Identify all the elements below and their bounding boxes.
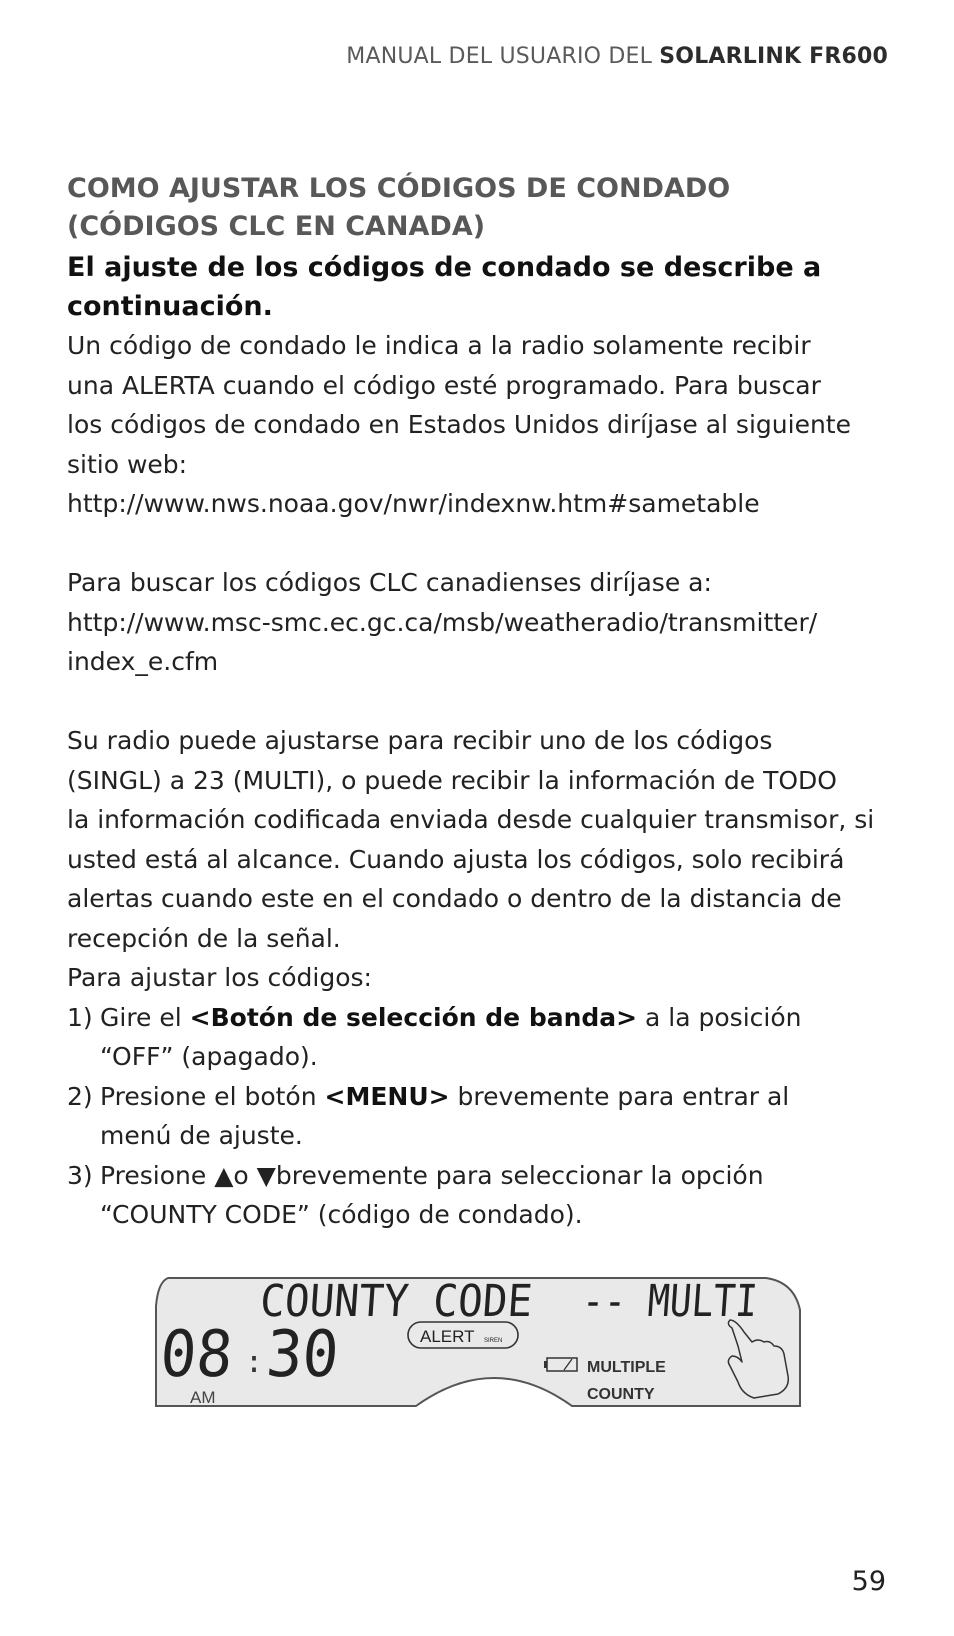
lcd-colon: : [245, 1345, 264, 1380]
canada-paragraph: Para buscar los códigos CLC canadienses diríjase a: http://www.msc-smc.ec.gc.ca/msb/weatheradio/transmitter/ index_e.cfm [67, 568, 818, 676]
lcd-multiple: MULTIPLE [587, 1359, 666, 1376]
lcd-county: COUNTY [587, 1386, 655, 1403]
subheading-line: El ajuste de los códigos de condado se describe a [67, 252, 822, 283]
subheading-line: continuación. [67, 291, 273, 322]
lcd-mode-text: -- MULTI [580, 1276, 796, 1327]
steps-list [67, 998, 907, 1235]
page-number: 59 [851, 1566, 886, 1597]
canada-codes-url-cont: index_e.cfm [67, 647, 219, 676]
lcd-top-text: COUNTY CODE [258, 1276, 554, 1327]
us-codes-url: http://www.nws.noaa.gov/nwr/indexnw.htm#sametable [67, 489, 760, 518]
range-paragraph: Su radio puede ajustarse para recibir uno de los códigos (SINGL) a 23 (MULTI), o puede recibir la información de TODO la información codificada enviada desde cualquier transmisor, si usted está al alcance. Cuando ajusta los códigos, solo recibirá alertas cuando este en el condado o dentro de la distancia de recepción de la señal. Para ajustar los códigos: [67, 726, 875, 992]
lcd-alert: ALERT [420, 1327, 475, 1346]
lcd-display-illustration [154, 1276, 814, 1416]
step-item: 1) Gire el <Botón de selección de banda> a la posición “OFF” (apagado). [67, 1002, 802, 1071]
step-item: 3) Presione ▲o ▼brevemente para seleccionar la opción “COUNTY CODE” (código de condado). [67, 1160, 764, 1229]
step-item: 2) Presione el botón <MENU> brevemente para entrar al menú de ajuste. [67, 1081, 790, 1150]
section-heading-line: COMO AJUSTAR LOS CÓDIGOS DE CONDADO [67, 173, 731, 204]
lcd-minutes: 30 [263, 1318, 347, 1392]
header-brand: SOLARLINK FR600 [659, 44, 888, 69]
main-content [67, 170, 907, 1235]
lcd-ampm: AM [190, 1388, 216, 1407]
lcd-hours: 08 [157, 1318, 241, 1392]
section-heading [67, 170, 907, 246]
band-selector-label: <Botón de selección de banda> [189, 1002, 638, 1032]
section-subheading [67, 248, 907, 326]
menu-button-label: <MENU> [324, 1081, 450, 1111]
section-heading-line: (CÓDIGOS CLC EN CANADA) [67, 211, 486, 242]
down-arrow-icon: ▼ [256, 1160, 276, 1190]
running-header [346, 44, 888, 69]
header-prefix: MANUAL DEL USUARIO DEL [346, 44, 660, 69]
lcd-display-svg [154, 1276, 814, 1416]
canada-codes-url: http://www.msc-smc.ec.gc.ca/msb/weatheradio/transmitter/ [67, 607, 818, 637]
lcd-siren: SIREN [484, 1338, 503, 1344]
up-arrow-icon: ▲ [214, 1160, 234, 1190]
intro-paragraph: Un código de condado le indica a la radio solamente recibir una ALERTA cuando el código esté programado. Para buscar los códigos de condado en Estados Unidos diríjase al siguiente sitio web: http://www.nws.noaa.gov/nwr/indexnw.htm#sametable [67, 331, 851, 518]
